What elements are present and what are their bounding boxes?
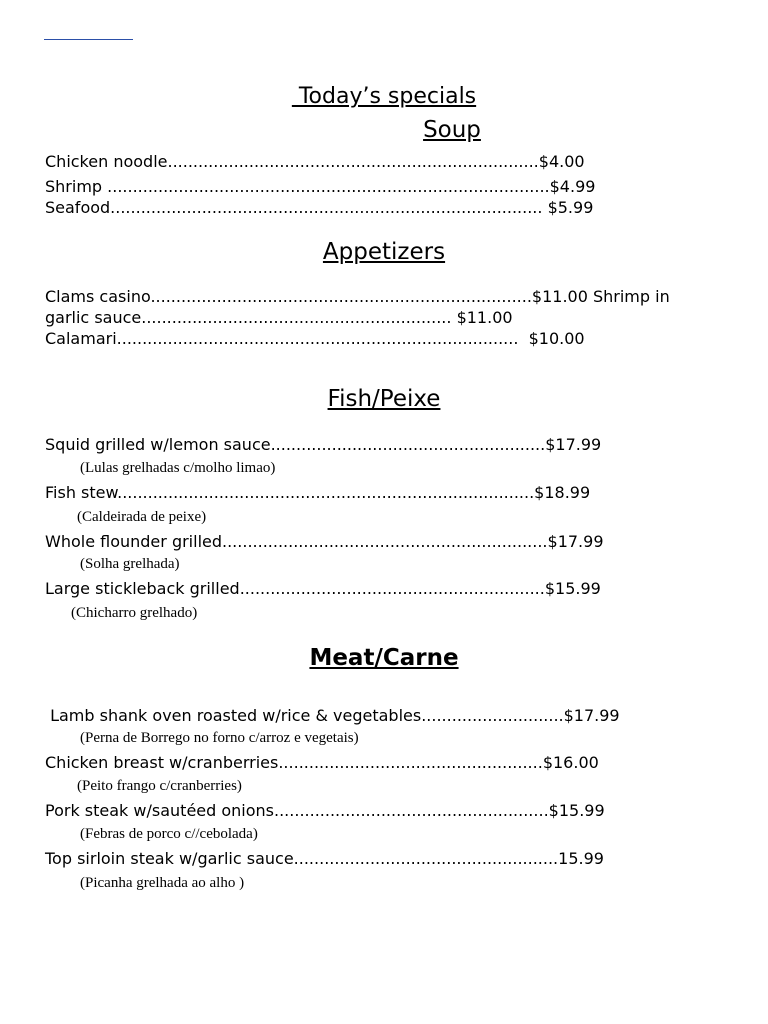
menu-item-translation: (Caldeirada de peixe) — [77, 509, 207, 525]
menu-item-shrimp: Shrimp .......................................................................................$4.99 — [45, 177, 596, 196]
menu-item-chicken-breast: Chicken breast w/cranberries....................................................$16.00 — [45, 753, 599, 772]
menu-item-chicken-noodle: Chicken noodle.........................................................................$4.00 — [45, 152, 585, 171]
menu-item-seafood: Seafood..................................................................................... $5.99 — [45, 198, 594, 217]
menu-item-shrimp-garlic: garlic sauce............................................................. $11.00 — [45, 308, 513, 327]
menu-item-squid: Squid grilled w/lemon sauce......................................................$17.99 — [45, 435, 602, 454]
page-title: Today’s specials — [291, 84, 477, 109]
menu-item-translation: (Febras de porco c//cebolada) — [80, 826, 258, 842]
menu-item-translation: (Chicharro grelhado) — [71, 605, 198, 621]
menu-item-translation: (Perna de Borrego no forno c/arroz e vegetais) — [80, 730, 359, 746]
menu-item-lamb-shank: Lamb shank oven roasted w/rice & vegetables............................$17.99 — [45, 706, 620, 725]
menu-item-translation: (Peito frango c/cranberries) — [77, 778, 242, 794]
section-heading-soup: Soup — [423, 117, 481, 143]
menu-item-fish-stew: Fish stew..................................................................................$18.99 — [45, 483, 591, 502]
header-rule — [44, 39, 133, 40]
menu-item-translation: (Lulas grelhadas c/molho limao) — [80, 460, 276, 476]
section-heading-fish: Fish/Peixe — [327, 386, 441, 412]
section-heading-meat: Meat/Carne — [309, 645, 459, 671]
menu-item-flounder: Whole flounder grilled................................................................$17.99 — [45, 532, 604, 551]
menu-item-translation: (Picanha grelhada ao alho ) — [80, 875, 245, 891]
section-heading-appetizers: Appetizers — [322, 239, 446, 265]
menu-item-top-sirloin: Top sirloin steak w/garlic sauce....................................................15.99 — [45, 849, 604, 868]
menu-item-pork-steak: Pork steak w/sautéed onions......................................................$15.99 — [45, 801, 605, 820]
menu-item-translation: (Solha grelhada) — [80, 556, 180, 572]
menu-item-calamari: Calamari............................................................................... $10.00 — [45, 329, 585, 348]
menu-item-clams-casino: Clams casino...........................................................................$11.00 Shrimp in — [45, 287, 670, 306]
menu-item-stickleback: Large stickleback grilled............................................................$15.99 — [45, 579, 601, 598]
